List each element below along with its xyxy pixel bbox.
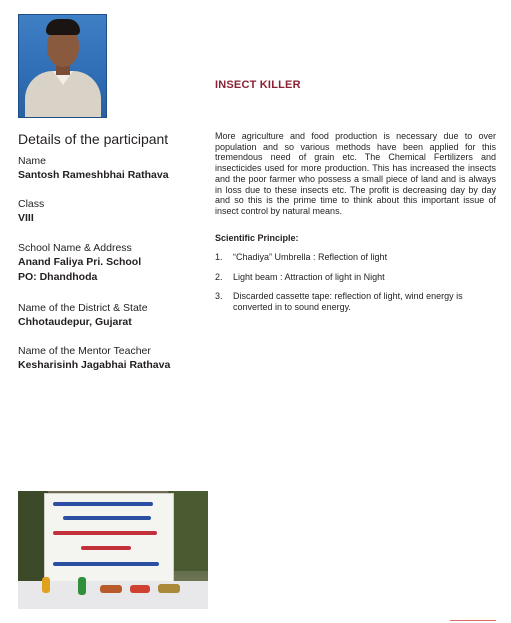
participant-details-heading: Details of the participant (18, 131, 169, 147)
school-name: Anand Faliya Pri. School (18, 256, 142, 268)
participant-photo (18, 14, 107, 118)
mentor-value: Kesharisinh Jagabhai Rathava (18, 359, 171, 371)
exhibit-photo (18, 491, 208, 609)
district-label: Name of the District & State (18, 302, 148, 314)
principle-item: 2. Light beam : Attraction of light in Night (215, 271, 385, 282)
name-value: Santosh Rameshbhai Rathava (18, 169, 169, 181)
district-value: Chhotaudepur, Gujarat (18, 316, 132, 328)
name-label: Name (18, 155, 47, 167)
school-label: School Name & Address (18, 242, 132, 254)
project-description: More agriculture and food production is necessary due to over population and so various methods have been applied for this tremendous need of grain etc. The Chemical Fertilizers and insecticides used for more production. This has increased the insects and the poor farmer who possess a small piece of land and is always in loss due to these insects etc. The profit is decreasing day by day and so this is the prime time to think about this important issue of insect control by natural means. (215, 131, 496, 216)
class-value: VIII (18, 212, 34, 224)
project-title: INSECT KILLER (215, 79, 301, 91)
corner-rule (450, 620, 496, 621)
school-address: PO: Dhandhoda (18, 271, 98, 283)
class-label: Class (18, 198, 45, 210)
principle-item: 1. “Chadiya” Umbrella : Reflection of light (215, 252, 388, 262)
principle-list (215, 252, 496, 322)
mentor-label: Name of the Mentor Teacher (18, 345, 151, 357)
principle-item: 3. Discarded cassette tape: reflection of light, wind energy is converted in to sound energy. (215, 291, 463, 313)
scientific-principle-heading: Scientific Principle: (215, 233, 299, 243)
